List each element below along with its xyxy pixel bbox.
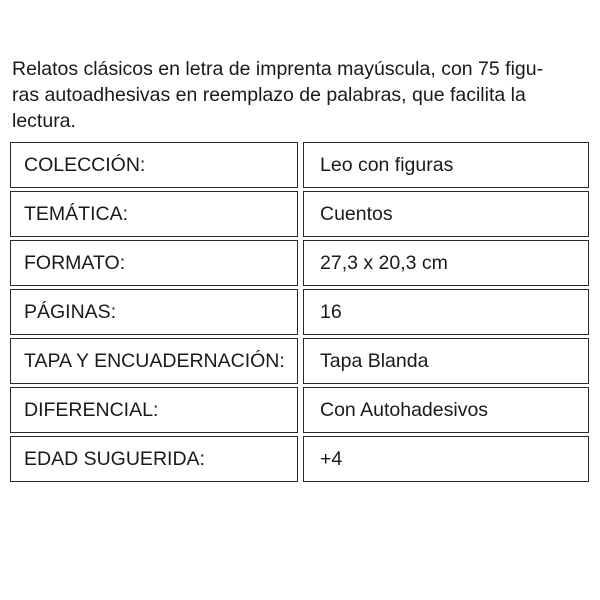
spec-value-cell	[303, 289, 589, 335]
spec-label: PÁGINAS:	[24, 300, 117, 323]
product-description	[12, 56, 588, 134]
spec-row-binding	[10, 338, 590, 384]
spec-value: Leo con figuras	[320, 153, 454, 176]
spec-row-pages	[10, 289, 590, 335]
spec-label: EDAD SUGUERIDA:	[24, 447, 205, 470]
description-line: ras autoadhesivas en reemplazo de palabras, que facilita la	[12, 84, 526, 106]
spec-value: 27,3 x 20,3 cm	[320, 251, 448, 274]
spec-value-cell	[303, 240, 589, 286]
spec-value-cell	[303, 142, 589, 188]
spec-value-cell	[303, 191, 589, 237]
spec-label-cell	[10, 289, 298, 335]
spec-value: Cuentos	[320, 202, 393, 225]
spec-value: Con Autohadesivos	[320, 398, 489, 421]
spec-label-cell	[10, 338, 298, 384]
spec-row-format	[10, 240, 590, 286]
spec-label-cell	[10, 436, 298, 482]
spec-value: Tapa Blanda	[320, 349, 429, 372]
description-line: Relatos clásicos en letra de imprenta mayúscula, con 75 figu-	[12, 58, 544, 80]
spec-value-cell	[303, 436, 589, 482]
spec-label-cell	[10, 142, 298, 188]
spec-label-cell	[10, 240, 298, 286]
spec-label: TEMÁTICA:	[24, 202, 129, 225]
description-line: lectura.	[12, 110, 76, 132]
spec-label: COLECCIÓN:	[24, 153, 146, 176]
spec-label: TAPA Y ENCUADERNACIÓN:	[24, 349, 285, 372]
spec-value: +4	[320, 447, 343, 470]
spec-row-theme	[10, 191, 590, 237]
spec-row-collection	[10, 142, 590, 188]
spec-label-cell	[10, 387, 298, 433]
spec-label: FORMATO:	[24, 251, 126, 274]
spec-label: DIFERENCIAL:	[24, 398, 159, 421]
spec-row-differential	[10, 387, 590, 433]
spec-value-cell	[303, 387, 589, 433]
spec-value: 16	[320, 300, 342, 323]
spec-label-cell	[10, 191, 298, 237]
spec-row-suggested-age	[10, 436, 590, 482]
spec-value-cell	[303, 338, 589, 384]
